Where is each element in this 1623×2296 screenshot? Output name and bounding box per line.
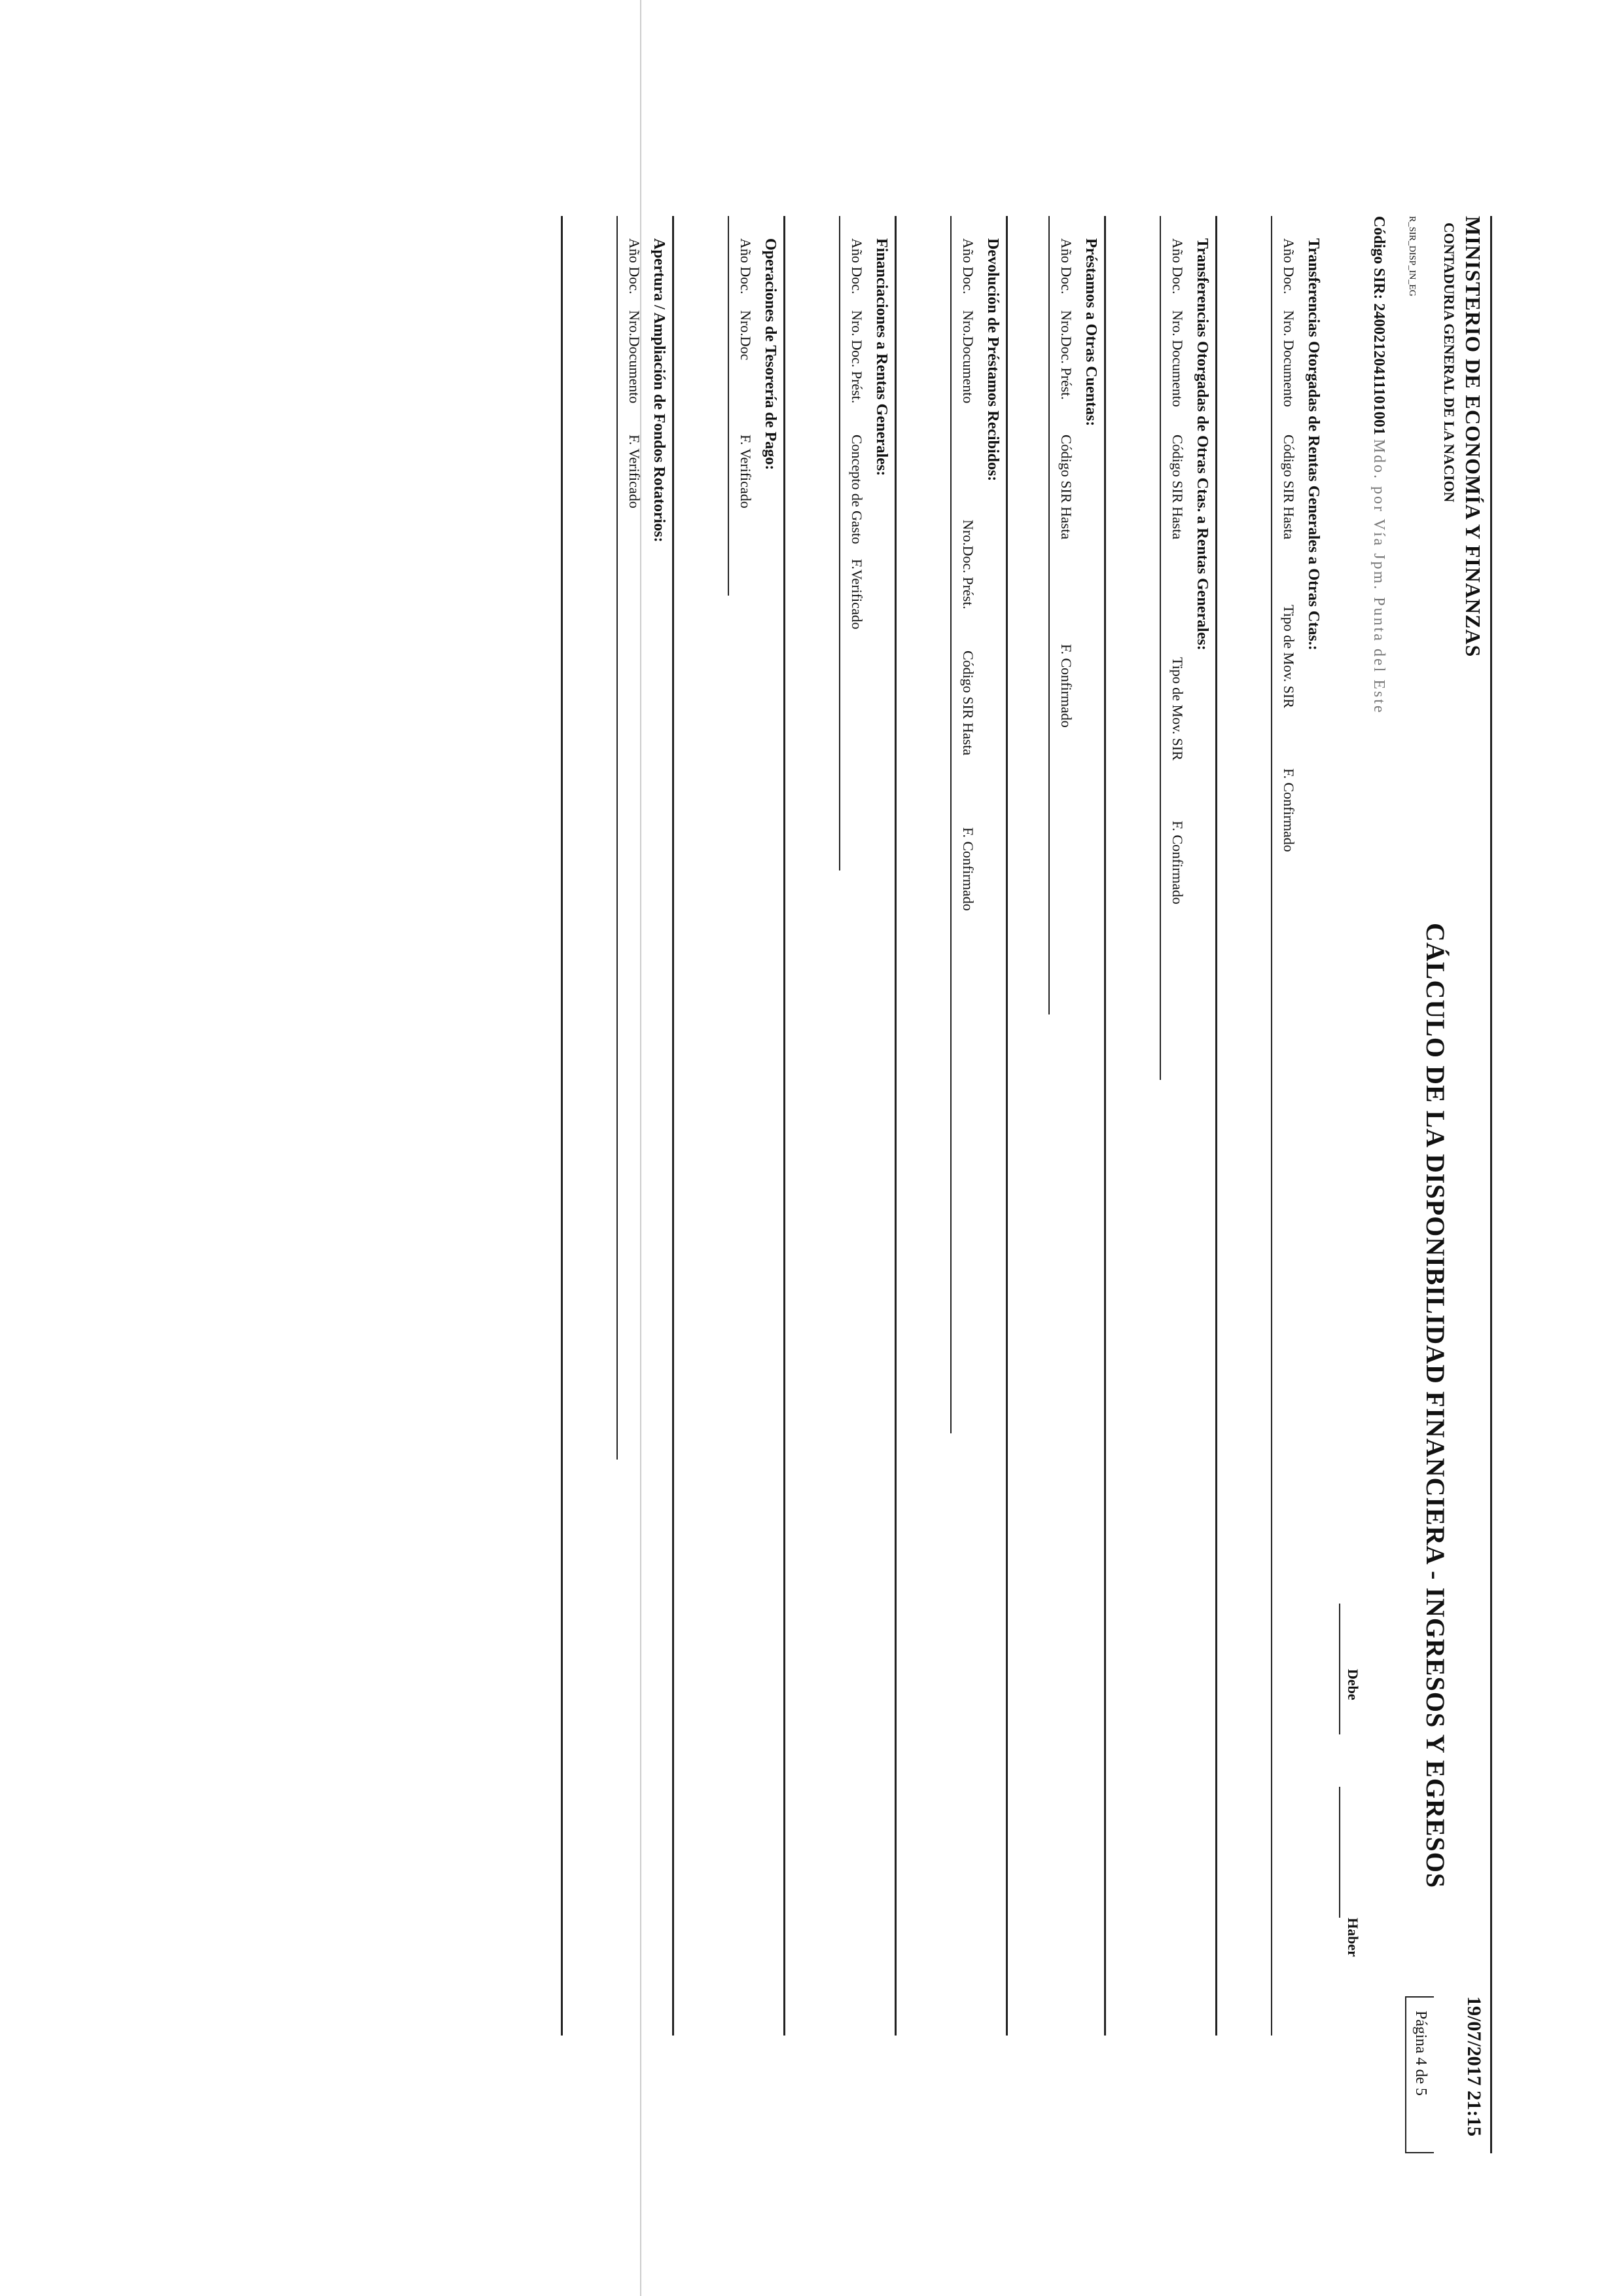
section-title: Préstamos a Otras Cuentas: (1082, 238, 1099, 427)
section-6 (672, 216, 785, 2036)
sir-code-line (1370, 216, 1387, 715)
column-header: Nro.Doc (738, 310, 754, 361)
column-header: Código SIR Hasta (1058, 435, 1075, 540)
ministry-name: MINISTERIO DE ECONOMÍA Y FINANZAS (1461, 216, 1485, 658)
report-code: R_SIR_DISP_IN_EG (1407, 216, 1417, 296)
column-header: Nro. Doc. Prést. (849, 310, 865, 404)
column-header: Año Doc. (1281, 238, 1297, 295)
column-header: Año Doc. (738, 238, 754, 295)
contaduria-name: CONTADURIA GENERAL DE LA NACION (1441, 223, 1457, 503)
section-5 (783, 216, 897, 2036)
column-header: Nro. Documento (1169, 310, 1186, 407)
column-header: Concepto de Gasto (849, 435, 865, 545)
column-header: Año Doc. (626, 238, 643, 295)
sir-label: Código SIR: (1370, 216, 1387, 300)
column-header: Código SIR Hasta (1169, 435, 1186, 540)
report-datetime: 19/07/2017 21:15 (1463, 1996, 1485, 2137)
column-rule (728, 216, 729, 596)
column-rule (1271, 216, 1272, 2036)
column-header: F. Confirmado (1169, 821, 1186, 905)
column-header: Año Doc. (1169, 238, 1186, 295)
column-header: F. Verificado (626, 435, 643, 509)
column-header: Código SIR Hasta (1281, 435, 1297, 540)
column-rule (1048, 216, 1050, 1014)
column-header: F. Confirmado (1058, 644, 1075, 728)
column-header: Nro.Doc. Prést. (960, 520, 976, 609)
section-title: Financiaciones a Rentas Generales: (873, 238, 890, 476)
column-rule (616, 216, 618, 1460)
column-rule (1160, 216, 1161, 1080)
section-title: Transferencias Otorgadas de Otras Ctas. a Rentas Generales: (1194, 238, 1211, 651)
section-2 (1104, 216, 1217, 2036)
section-1 (1215, 216, 1329, 2036)
column-header: F. Confirmado (960, 827, 976, 911)
column-header: F.Verificado (849, 559, 865, 630)
debe-line (1339, 1604, 1340, 1734)
haber-line (1339, 1787, 1340, 1918)
column-header: Nro.Doc. Prést. (1058, 310, 1075, 400)
column-rule (950, 216, 952, 1433)
column-header: Año Doc. (849, 238, 865, 295)
column-header: Nro.Documento (960, 310, 976, 404)
page-number: Página 4 de 5 (1405, 1996, 1434, 2153)
column-rule (839, 216, 840, 870)
column-header: F. Confirmado (1281, 768, 1297, 852)
report-header (1405, 216, 1492, 2153)
sir-description: Mdo. por Vía Jpm. Punta del Este (1370, 439, 1387, 715)
report-title: CÁLCULO DE LA DISPONIBILIDAD FINANCIERA - INGRESOS Y EGRESOS (1421, 923, 1450, 1889)
sir-value: 24002120411101001 (1370, 303, 1387, 435)
section-title: Apertura / Ampliación de Fondos Rotatorios: (651, 238, 668, 543)
column-header: Nro. Documento (1281, 310, 1297, 407)
section-3 (1006, 216, 1106, 2036)
section-7 (561, 216, 674, 2036)
column-header: Tipo de Mov. SIR (1169, 657, 1186, 761)
column-header: Año Doc. (960, 238, 976, 295)
report-sheet (301, 216, 1492, 2153)
section-title: Devolución de Préstamos Recibidos: (984, 238, 1001, 482)
section-title: Transferencias Otorgadas de Rentas Generales a Otras Ctas.: (1305, 238, 1322, 651)
debe-label: Debe (1345, 1669, 1361, 1700)
section-title: Operaciones de Tesorería de Pago: (762, 238, 779, 471)
column-header: Nro.Documento (626, 310, 643, 404)
haber-label: Haber (1345, 1918, 1361, 1957)
section-4 (895, 216, 1008, 2036)
column-header: F. Verificado (738, 435, 754, 509)
column-header: Tipo de Mov. SIR (1281, 605, 1297, 708)
column-header: Código SIR Hasta (960, 651, 976, 756)
column-header: Año Doc. (1058, 238, 1075, 295)
